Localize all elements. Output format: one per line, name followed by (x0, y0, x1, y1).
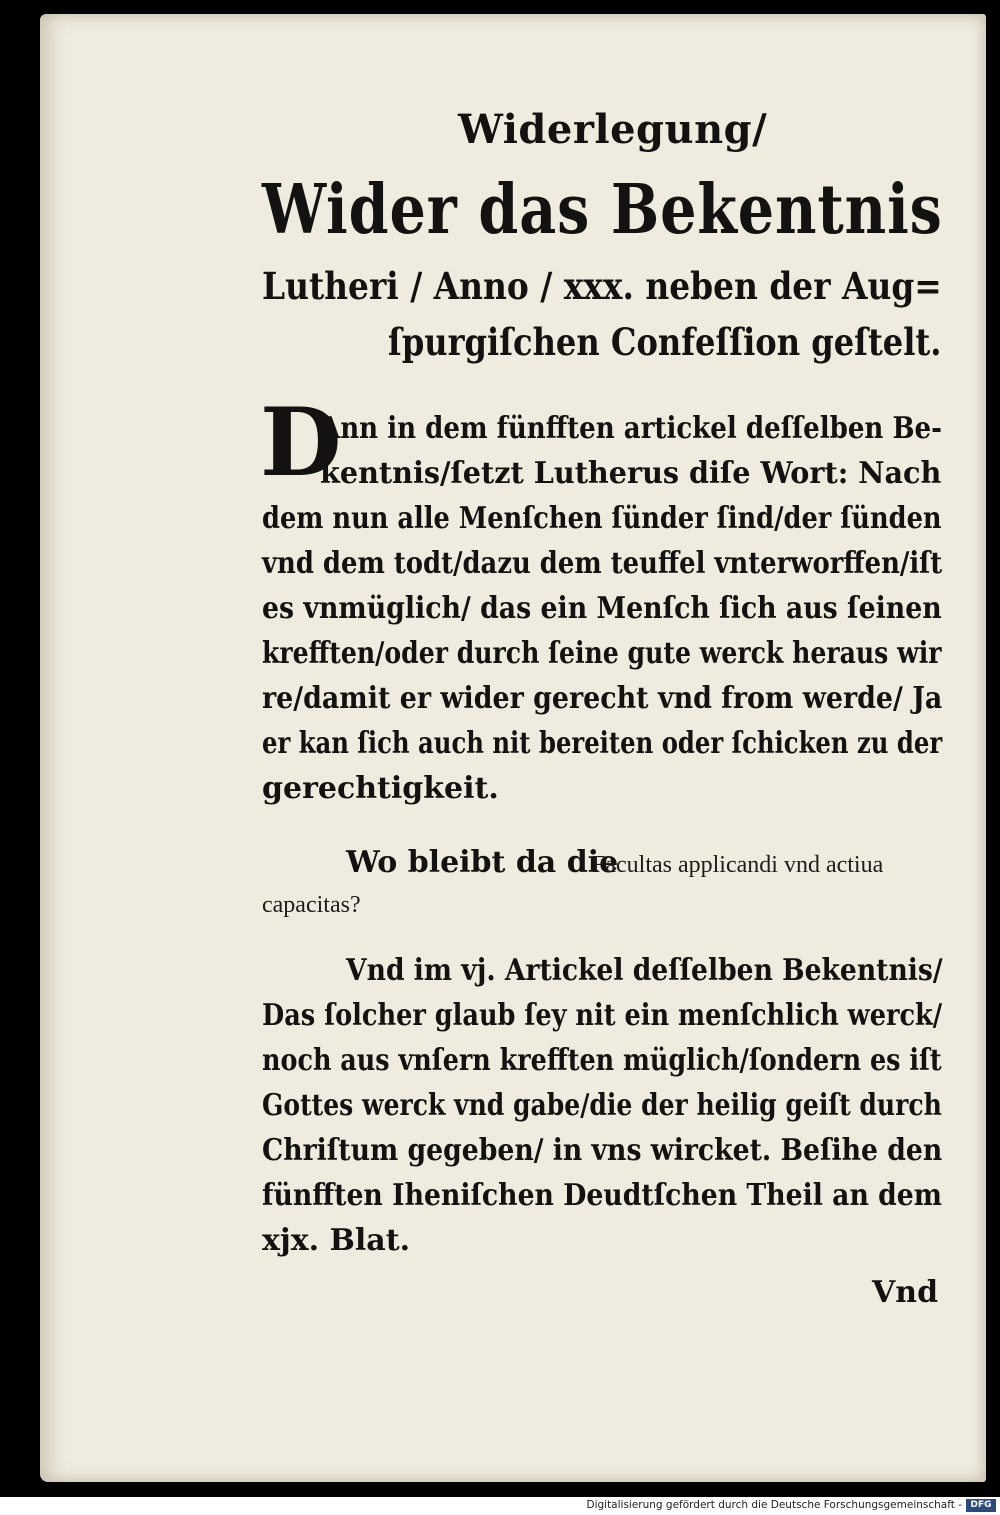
latin-phrase: capacitas? (262, 892, 361, 918)
heading-large: Wider das Bekentnis (262, 170, 943, 250)
drop-initial: D (260, 388, 342, 498)
paragraph-line: Vnd im vj. Artickel deſſelben Bekentnis/ (346, 953, 943, 988)
paragraph-line: es vnmüglich/ das ein Menſch ſich aus ſeinen (262, 591, 942, 626)
paragraph-line: fünfften Iheniſchen Deudtſchen Theil an dem (262, 1178, 942, 1213)
dfg-logo: DFG (966, 1499, 996, 1512)
paragraph-line: noch aus vnſern krefften müglich/ſondern es iſt (262, 1043, 942, 1078)
funding-credit: Digitalisierung gefördert durch die Deutsche Forschungsgemeinschaft - (586, 1499, 962, 1511)
paragraph-line: Ann in dem fünfften artickel deſſelben Be- (320, 411, 942, 446)
paragraph-line: re/damit er wider gerecht vnd from werde/ Ja (262, 681, 943, 716)
paragraph-line: vnd dem todt/dazu dem teuffel vnterworffen/iſt (262, 546, 943, 581)
paragraph-line-fraktur: Wo bleibt da die (346, 845, 619, 880)
paragraph-line: krefften/oder durch ſeine gute werck heraus wir (262, 636, 942, 671)
paragraph-line: kentnis/ſetzt Lutherus diſe Wort: Nach (320, 456, 942, 491)
paragraph-line: xjx. Blat. (262, 1223, 411, 1258)
subtitle-line: Lutheri / Anno / xxx. neben der Aug= (262, 264, 942, 308)
paragraph-line: dem nun alle Menſchen ſünder ſind/der ſünden (262, 501, 942, 536)
paragraph-line: gerechtigkeit. (262, 771, 499, 806)
paragraph-line: Chriſtum gegeben/ in vns wircket. Beſihe den (262, 1133, 943, 1168)
subtitle-line: ſpurgiſchen Confeſſion geſtelt. (388, 320, 942, 364)
paragraph-line: Gottes werck vnd gabe/die der heilig geiſt durch (262, 1088, 942, 1123)
latin-phrase: Facultas applicandi vnd actiua (592, 852, 884, 878)
heading-small: Widerlegung/ (458, 106, 768, 153)
paragraph-line: Das ſolcher glaub ſey nit ein menſchlich werck/ (262, 998, 943, 1033)
catchword: Vnd (872, 1275, 939, 1310)
paragraph-line: er kan ſich auch nit bereiten oder ſchicken zu der (262, 726, 943, 761)
